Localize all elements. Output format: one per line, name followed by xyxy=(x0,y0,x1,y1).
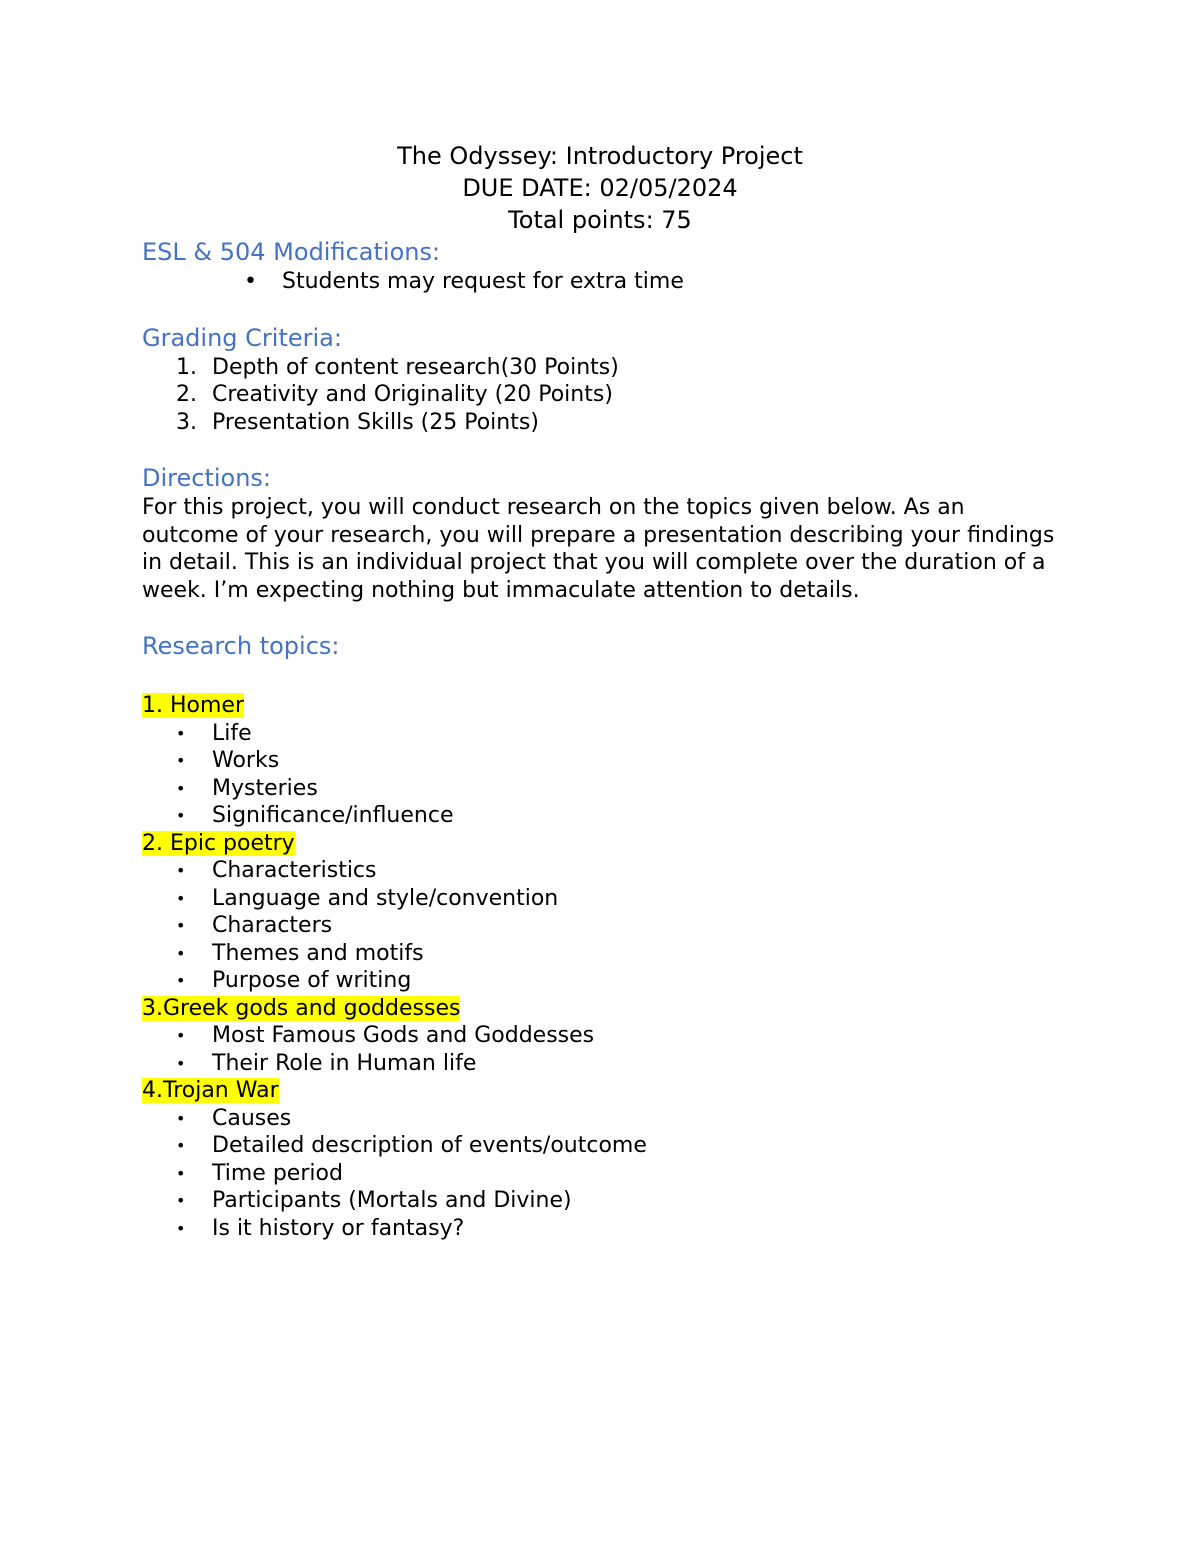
topic-items xyxy=(142,1022,1062,1077)
topic-item-text: Characteristics xyxy=(212,858,377,883)
list-item xyxy=(142,1050,1062,1078)
bullet-icon: • xyxy=(176,916,186,935)
bullet-icon: • xyxy=(176,1136,186,1155)
topic-title: 2. Epic poetry xyxy=(142,830,295,856)
topic-item-text: Causes xyxy=(212,1105,292,1131)
bullet-icon: • xyxy=(176,888,186,908)
topic-item-text: Characters xyxy=(212,913,333,938)
grading-heading: Grading Criteria: xyxy=(142,323,342,352)
topic-item-text: Life xyxy=(212,720,252,746)
criterion-text: Creativity and Originality (20 Points) xyxy=(212,382,613,407)
list-number: 1. xyxy=(176,354,197,380)
topic-item-text: Participants (Mortals and Divine) xyxy=(212,1188,572,1213)
topic-item-text: Significance/influence xyxy=(212,803,454,828)
topic-item-text: Works xyxy=(212,748,280,773)
list-item xyxy=(142,720,1062,748)
modifications-heading: ESL & 504 Modifications: xyxy=(142,238,441,266)
directions-heading: Directions: xyxy=(142,464,272,492)
topic-items xyxy=(142,857,1062,995)
research-heading: Research topics: xyxy=(142,632,340,660)
list-item xyxy=(142,885,1062,913)
bullet-icon: • xyxy=(176,751,186,770)
bullet-icon: • xyxy=(176,1026,186,1045)
topic-items xyxy=(142,1105,1062,1243)
list-item xyxy=(142,268,1062,296)
bullet-icon: • xyxy=(244,269,257,294)
bullet-icon: • xyxy=(176,1191,186,1210)
bullet-icon: • xyxy=(176,723,186,743)
bullet-icon: • xyxy=(176,1053,186,1073)
bullet-icon: • xyxy=(176,778,186,798)
bullet-icon: • xyxy=(176,943,186,963)
topic-greek-gods xyxy=(142,995,1062,1078)
list-item xyxy=(142,1187,1062,1215)
topic-item-text: Language and style/convention xyxy=(212,885,559,911)
document-title: The Odyssey: Introductory Project xyxy=(397,142,803,170)
topic-item-text: Their Role in Human life xyxy=(212,1050,477,1076)
topic-item-text: Detailed description of events/outcome xyxy=(212,1133,647,1158)
bullet-icon: • xyxy=(176,1218,186,1238)
bullet-icon: • xyxy=(176,806,186,825)
topic-trojan-war xyxy=(142,1077,1062,1242)
due-date: DUE DATE: 02/05/2024 xyxy=(462,174,738,202)
list-item xyxy=(142,802,1062,830)
list-item xyxy=(142,381,1062,409)
list-item xyxy=(142,967,1062,995)
list-item xyxy=(142,940,1062,968)
list-item xyxy=(142,857,1062,885)
topic-homer xyxy=(142,692,1062,830)
topic-epic-poetry xyxy=(142,830,1062,995)
topic-item-text: Is it history or fantasy? xyxy=(212,1215,465,1241)
list-item xyxy=(142,1105,1062,1133)
list-number: 3. xyxy=(176,409,197,435)
topic-items xyxy=(142,720,1062,830)
total-points: Total points: 75 xyxy=(508,206,692,234)
bullet-icon: • xyxy=(176,1108,186,1128)
topic-item-text: Most Famous Gods and Goddesses xyxy=(212,1023,595,1048)
list-item xyxy=(142,409,1062,437)
bullet-icon: • xyxy=(176,1163,186,1183)
modification-text: Students may request for extra time xyxy=(282,269,684,294)
topic-item-text: Themes and motifs xyxy=(212,940,424,966)
directions-paragraph: For this project, you will conduct research on the topics given below. As an outcome of your research, you will prepare a presentation describing your findings in detail. This is an individual project that you will complete over the duration of a week. I’m expecting nothing but immaculate attention to details. xyxy=(142,495,1055,603)
topic-title: 3.Greek gods and goddesses xyxy=(142,995,461,1021)
topic-title: 4.Trojan War xyxy=(142,1078,279,1103)
list-item xyxy=(142,747,1062,775)
list-item xyxy=(142,1132,1062,1160)
list-item xyxy=(142,1160,1062,1188)
list-item xyxy=(142,912,1062,940)
topic-item-text: Purpose of writing xyxy=(212,968,412,993)
list-item xyxy=(142,775,1062,803)
topic-item-text: Mysteries xyxy=(212,775,318,801)
topic-title: 1. Homer xyxy=(142,693,244,718)
bullet-icon: • xyxy=(176,861,186,880)
document-body xyxy=(142,140,1062,1242)
list-item xyxy=(142,1215,1062,1243)
modifications-list xyxy=(142,268,1062,296)
criterion-text: Depth of content research(30 Points) xyxy=(212,354,619,380)
list-item xyxy=(142,354,1062,382)
list-item xyxy=(142,1022,1062,1050)
list-number: 2. xyxy=(176,382,197,407)
bullet-icon: • xyxy=(176,971,186,990)
topic-item-text: Time period xyxy=(212,1160,343,1186)
grading-list xyxy=(142,354,1062,437)
title-block xyxy=(142,140,1058,236)
criterion-text: Presentation Skills (25 Points) xyxy=(212,409,539,435)
